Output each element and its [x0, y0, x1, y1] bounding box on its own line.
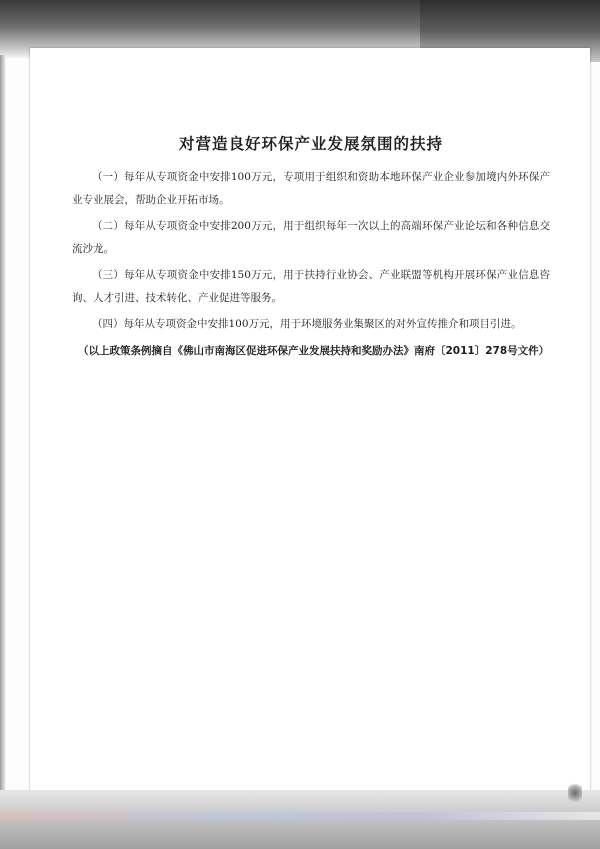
paragraph-1: （一）每年从专项资金中安排100万元，专项用于组织和资助本地环保产业企业参加境内外环保产业专业展会，帮助企业开拓市场。 — [72, 171, 550, 206]
scan-left-edge — [0, 55, 6, 800]
scan-color-streak — [0, 812, 600, 820]
paragraph-4: （四）每年从专项资金中安排100万元，用于环境服务业集聚区的对外宣传推介和项目引进。 — [92, 318, 522, 330]
source-note: （以上政策条例摘自《佛山市南海区促进环保产业发展扶持和奖励办法》南府〔2011〕278号文件） — [78, 344, 550, 357]
paragraph-2: （二）每年从专项资金中安排200万元，用于组织每年一次以上的高端环保产业论坛和各种信息交流沙龙。 — [72, 220, 550, 255]
document-body — [72, 132, 550, 362]
paragraph-3: （三）每年从专项资金中安排150万元，用于扶持行业协会、产业联盟等机构开展环保产业信息咨询、人才引进、技术转化、产业促进等服务。 — [72, 269, 550, 304]
scan-speck — [568, 782, 582, 804]
document-title: 对营造良好环保产业发展氛围的扶持 — [178, 135, 443, 153]
